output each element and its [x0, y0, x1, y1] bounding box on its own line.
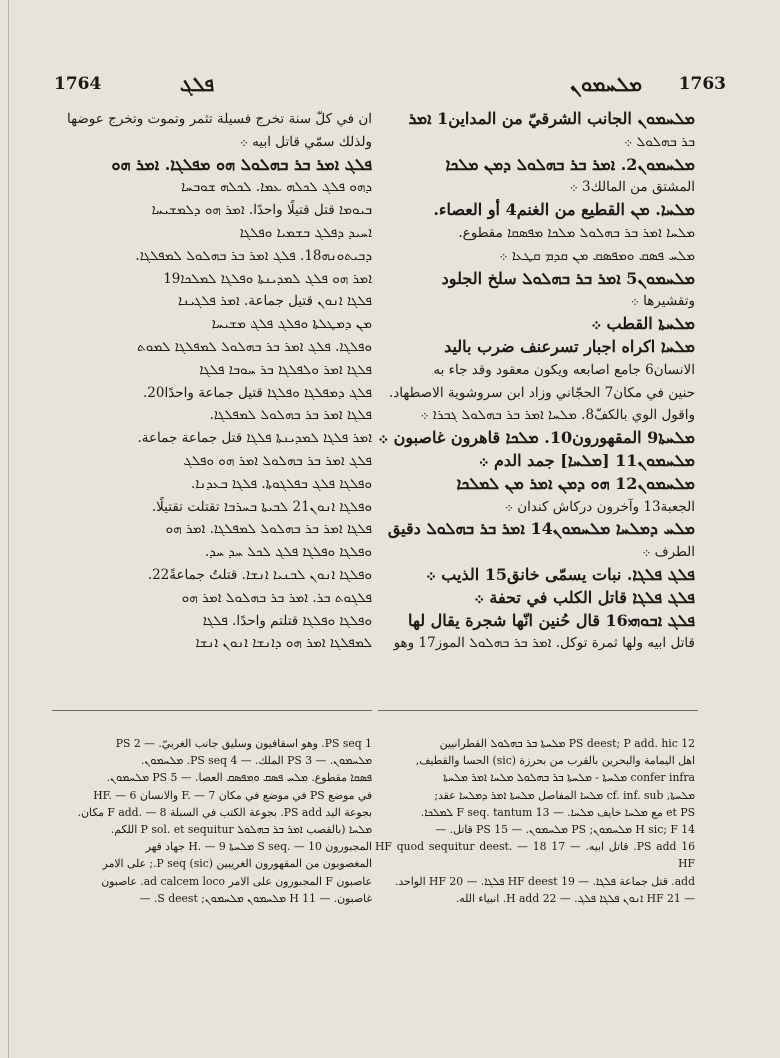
text-line: ܦܠܓ ܐܡܪ ܒܪ ܒܗܠܘܠ ܗܘ ܡܦܠܓܐ. ܐܡܪ ܗܘ: [111, 154, 372, 174]
text-line: ܡܠܚܡܘܢ2. ܐܡܪ ܒܪ ܒܗܠܘܠ ܕܡܢ ܡܠܟܐ: [445, 154, 695, 174]
footnote-line: 1 PS seq. وهو اسقافيون وسليق جانب الغربيّ. — 2 PS: [115, 737, 372, 750]
text-line: ܦܠܓ ܐܡܪ ܒܪ ܒܗܠܘܠ ܐܡܪ ܗܘ ܘܦܠܓ: [183, 452, 372, 469]
text-line: ܐܚܝܕ ܕܦܠܓ ܒܫܡܝܐ ܘܦܠܓܐ: [239, 224, 372, 241]
text-line: ܘܦܠܓܐ ܐܢܘܢ ܠܒܢܝܐ ܐܢܫܐ. قتلتُ جماعةً22.: [147, 566, 372, 583]
page-header: [40, 72, 732, 102]
text-line: ܡܠܚܡܘܢ12 ܗܘ ܕܡܢ ܐܡܪ ܡܢ ܠܡܠܟܐ: [456, 473, 695, 493]
text-line: ܐܡܪ ܗܘ ܦܠܓ ܠܡܕܝܢܬܐ ܘܦܠܓܐ ܠܡܠܟܐ19: [163, 270, 372, 287]
footnote-line: 12 PS deest; P add. hic ܡܠܚܬܐ ܒܪ ܒܗܠܘܠ القطرانيين: [439, 737, 695, 750]
text-line: ܡܢ ܕܡܛܠܬܐ ܘܦܠܓ ܦܠܓ ܡܫܝܚܐ: [211, 316, 372, 333]
text-line: ܡܠܚܐ اكراه اجبار تسرعنف ضرب باليد: [444, 336, 695, 356]
text-line: ܡܠܚܐ ܐܡܪ ܒܪ ܒܗܠܘܠ ܡܠܟܐ ܡܦܣܩܐ مقطوع.: [458, 224, 695, 241]
text-line: ܦܠܓܐ ܐܡܪ ܘܠܦܠܓܐ ܒܪ ܚܘܒܐ ܦܠܓܐ: [199, 361, 372, 378]
text-line: ܦܠܓܐ ܐܢܘܢ قتيل جماعة. ܐܡܪ ܦܠܓܝܢܐ: [178, 293, 372, 310]
text-line: ܒܪ ܒܗܠܘܠ ܀: [624, 133, 695, 150]
text-line: ܡܠܚܐ. ܡܢ القطيع من الغنم4 أو العصاء.: [433, 200, 695, 220]
text-line: ܘܦܠܓܐ. ܦܠܓ ܐܡܪ ܒܪ ܒܗܠܘܠ ܠܡܦܠܓܐ ܠܡܘܬ: [137, 338, 372, 355]
footnote-divider-right: [378, 710, 698, 711]
footnote-line: المجبورون S seq. — 10 ܡܠܚܬܐ H. — 9 جهاد قهر: [145, 840, 372, 854]
left-page-number: 1764: [54, 74, 102, 94]
text-line: ܕܒܝܬܘܢܗ18. ܦܠܓ ܐܡܪ ܒܪ ܒܗܠܘܠ ܠܡܦܠܓܐ.: [135, 247, 372, 264]
text-line: ܕܗܘ ܦܠܓ ܠܟܠܗ ܥܡܐ. ܠܟܠܗ ܫܘܒܚܐ: [181, 179, 372, 196]
text-line: ܡܠܚܬܐ القطب ܀: [591, 314, 695, 334]
text-line: ܒܝܘܡܐ قتل قتيلًا واحدًا. ܐܡܪ ܗܘ ܕܠܡܫܝܚܐ: [151, 202, 372, 219]
footnote-line: add. قتل جماعة ܦܠܓܐ. — 19 HF deest ܦܠܓܐ. — 20 HF الواحد.: [394, 874, 695, 888]
footnote-line: ܡܠܚܐ (بالقصب ܐܡܪ ܒܪ ܒܗܠܘܠ P sol. et sequitur اللكم.: [110, 823, 372, 837]
page-edge-rule: [8, 0, 9, 1058]
text-line: حنين في مكان7 الحجّاني وزاد ابن سروشوية الاصطهاد.: [388, 384, 695, 401]
left-footnotes: [52, 735, 372, 907]
text-line: ܘܦܠܓܐ ܘܦܠܓܐ ܦܠܓ ܠܟܠ ܚܕ ܚܕ.: [205, 544, 372, 561]
footnote-divider-left: [52, 710, 372, 711]
footnote-line: confer infra ܡܠܚܬܐ - ܡܠܚܬܐ ܒܪ ܒܗܠܘܠ ܡܠܚܐ ܐܡܪ ܡܠܚܬܐ: [443, 771, 695, 785]
text-line: ܘܦܠܓܐ ܦܠܓ ܒܦܠܓܘܬܐ. ܦܠܓܐ ܒܥܕܢܐ.: [191, 475, 372, 492]
text-line: ان ﻓﻲ كلّ سنة تخرج فسيلة تثمر وتموت وتخرج عوضها: [66, 111, 372, 127]
text-line: ܡܠܚܡܘܢ الجانب الشرقيّ من المداين1 ܐܡܪ: [408, 109, 695, 128]
footnote-line: اهل اليمامة والبحرين بالقرب من بحرزة (sic) الحسا والقطيف,: [415, 754, 695, 768]
right-footnotes: [375, 735, 695, 907]
footnote-line: عاصبون F المجبورون على الامر ad calcem loco. عاصبون: [101, 874, 372, 888]
footnote-line: ܦܣܩܐ مقطوع. ܡܠܚ ܦܣܩ ܘܡܦܣܩ العصا. — 5 PS ܡܠܚܡܘܢ.: [106, 771, 372, 785]
left-running-head: ܦܠܓ: [180, 72, 215, 96]
text-line: ܦܠܓ ܦܠܓܐ قاتل الكلب في تحفة ܀: [474, 587, 695, 607]
text-line: ܦܠܓ ܦܠܓܐ. نبات يسمّى خانق15 الذيب ܀: [426, 564, 695, 584]
text-line: ܡܠܚ ܦܣܩ ܘܡܦܣܩ ܡܢ ܩܕܡ ܩܛܥܐ ܀: [499, 247, 695, 264]
text-line: ܠܡܦܠܓܐ ܐܡܪ ܗܘ ܕܐܢܫܐ ܐܢܘܢ ܐܢܫܐ: [195, 635, 372, 652]
text-line: ܡܠܚ ܕܡܠܚܐ ܡܠܚܡܘܢ14 ܐܡܪ ܒܪ ܒܗܠܘܠ دقيق: [387, 519, 695, 539]
right-text-column: [375, 108, 695, 655]
text-line: قاتل ابيه ولها ثمرة توكل. ܐܡܪ ܒܪ ܒܗܠܘܠ الموز17 وهو: [393, 635, 695, 652]
text-line: الانسان6 جامع اصابعه ويكون معقود وقد جاء به: [433, 361, 695, 378]
text-line: ܦܠܓܘܬ ܒܪ. ܐܡܪ ܒܪ ܒܗܠܘܠ ܐܡܪ ܗܘ: [181, 589, 372, 606]
footnote-line: 16 PS add. قاتل ابيه. — 17 HF quod sequitur deest. — 18 HF: [375, 840, 696, 871]
text-line: ܦܠܓ ܐܒܘܗܝ16 قال حُنين انّها شجرة يقال لها: [407, 610, 695, 630]
text-line: المشتق من المالك3 ܀: [569, 179, 695, 196]
footnote-line: ܡܠܚܡܘܢ. — 3 PS الملك. — 4 PS seq. ܡܠܚܡܘܢ.: [140, 754, 372, 768]
footnote-line: — 21 HF ܐܢܘܢ ܦܠܓܐ ܦܠܓ. — 22 H add. انبياء الله.: [455, 891, 695, 905]
footnote-line: بجوعة اليد PS add. بجوعة الكتب في السبلة F add. — 8 مكان.: [77, 805, 372, 819]
text-line: الطرف ܀: [642, 544, 695, 561]
text-line: ولذلك سمّي قاتل ابيه ܀: [239, 133, 372, 150]
text-line: الجعبة13 وآخرون دركاش كندان ܀: [504, 498, 695, 515]
text-line: واقول الوي بالكفّ8. ܡܠܚܐ ܐܡܪ ܒܪ ܒܗܠܘܠ ܓܒܪܐ ܀: [420, 407, 695, 424]
left-text-column: [52, 108, 372, 655]
text-line: وتقشيرها ܀: [630, 293, 695, 310]
text-line: ܦܠܓܐ ܐܡܪ ܒܪ ܒܗܠܘܠ ܠܡܦܠܓܐ. ܐܡܪ ܗܘ: [165, 521, 372, 538]
text-line: ܦܠܓ ܕܡܦܠܓܐ ܘܦܠܓܐ قتيل جماعة واحدًا20.: [142, 384, 372, 401]
footnote-line: في موضع PS في موضع في مكان F. — 7 والانسان HF. — 6: [93, 788, 372, 802]
footnote-line: 14 H sic; F ܡܠܚܡܘܢ; PS ܡܠܚܡܘܢ. — 15 PS قاتل. —: [435, 823, 695, 837]
footnote-line: et PS مع ܡܠܚܐ خايف ܡܠܚܐ. — 13 F seq. tantum ܠܡܠܟܐ.: [420, 805, 695, 819]
right-page-number: 1763: [678, 74, 726, 94]
text-line: ܘܦܠܓܐ ܘܦܠܓܐ قتلتم واحدًا. ܦܠܓܐ: [202, 612, 372, 629]
text-line: ܘܦܠܓܐ ܐܢܘܢ21 ܠܒܝܬܐ ܒܚܪܒܐ تقتلت تقتيلًا.: [151, 498, 372, 515]
footnote-line: غاصبون. — 11 H ܡܠܚܡܘܢ ܡܠܚܡܘܢ; S deest. —: [139, 891, 372, 905]
text-line: ܦܠܓܐ ܐܡܪ ܒܪ ܒܗܠܘܠ ܠܡܦܠܓܐ.: [209, 407, 372, 424]
text-line: ܐܡܪ ܦܠܓܐ ܠܡܕܝܢܬܐ ܦܠܓܐ قتل جماعة جماعة.: [137, 430, 372, 447]
text-line: ܡܠܚܡܘܢ11 [ܡܠܚܐ] جمد الدم ܀: [478, 450, 695, 470]
right-running-head: ܡܠܚܡܘܢ: [570, 72, 642, 96]
text-line: ܡܠܚܬܐ9 المقهورون10. ܡܠܟܐ قاهرون غاصبون ܀: [378, 428, 695, 448]
text-line: ܡܠܚܡܘܢ5 ܐܡܪ ܒܪ ܒܗܠܘܠ سلخ الجلود: [441, 268, 695, 288]
footnote-line: المغصوبون من المقهورون الغريبين (sic) P seq.; على الامر: [102, 857, 372, 871]
footnote-line: ܡܠܚܬܐ, cf. inf. sub ܡܠܚܐ المفاصل ܡܠܚܬܐ ܐܡܪ ܕܡܠܚܐ عقد;: [434, 788, 695, 802]
